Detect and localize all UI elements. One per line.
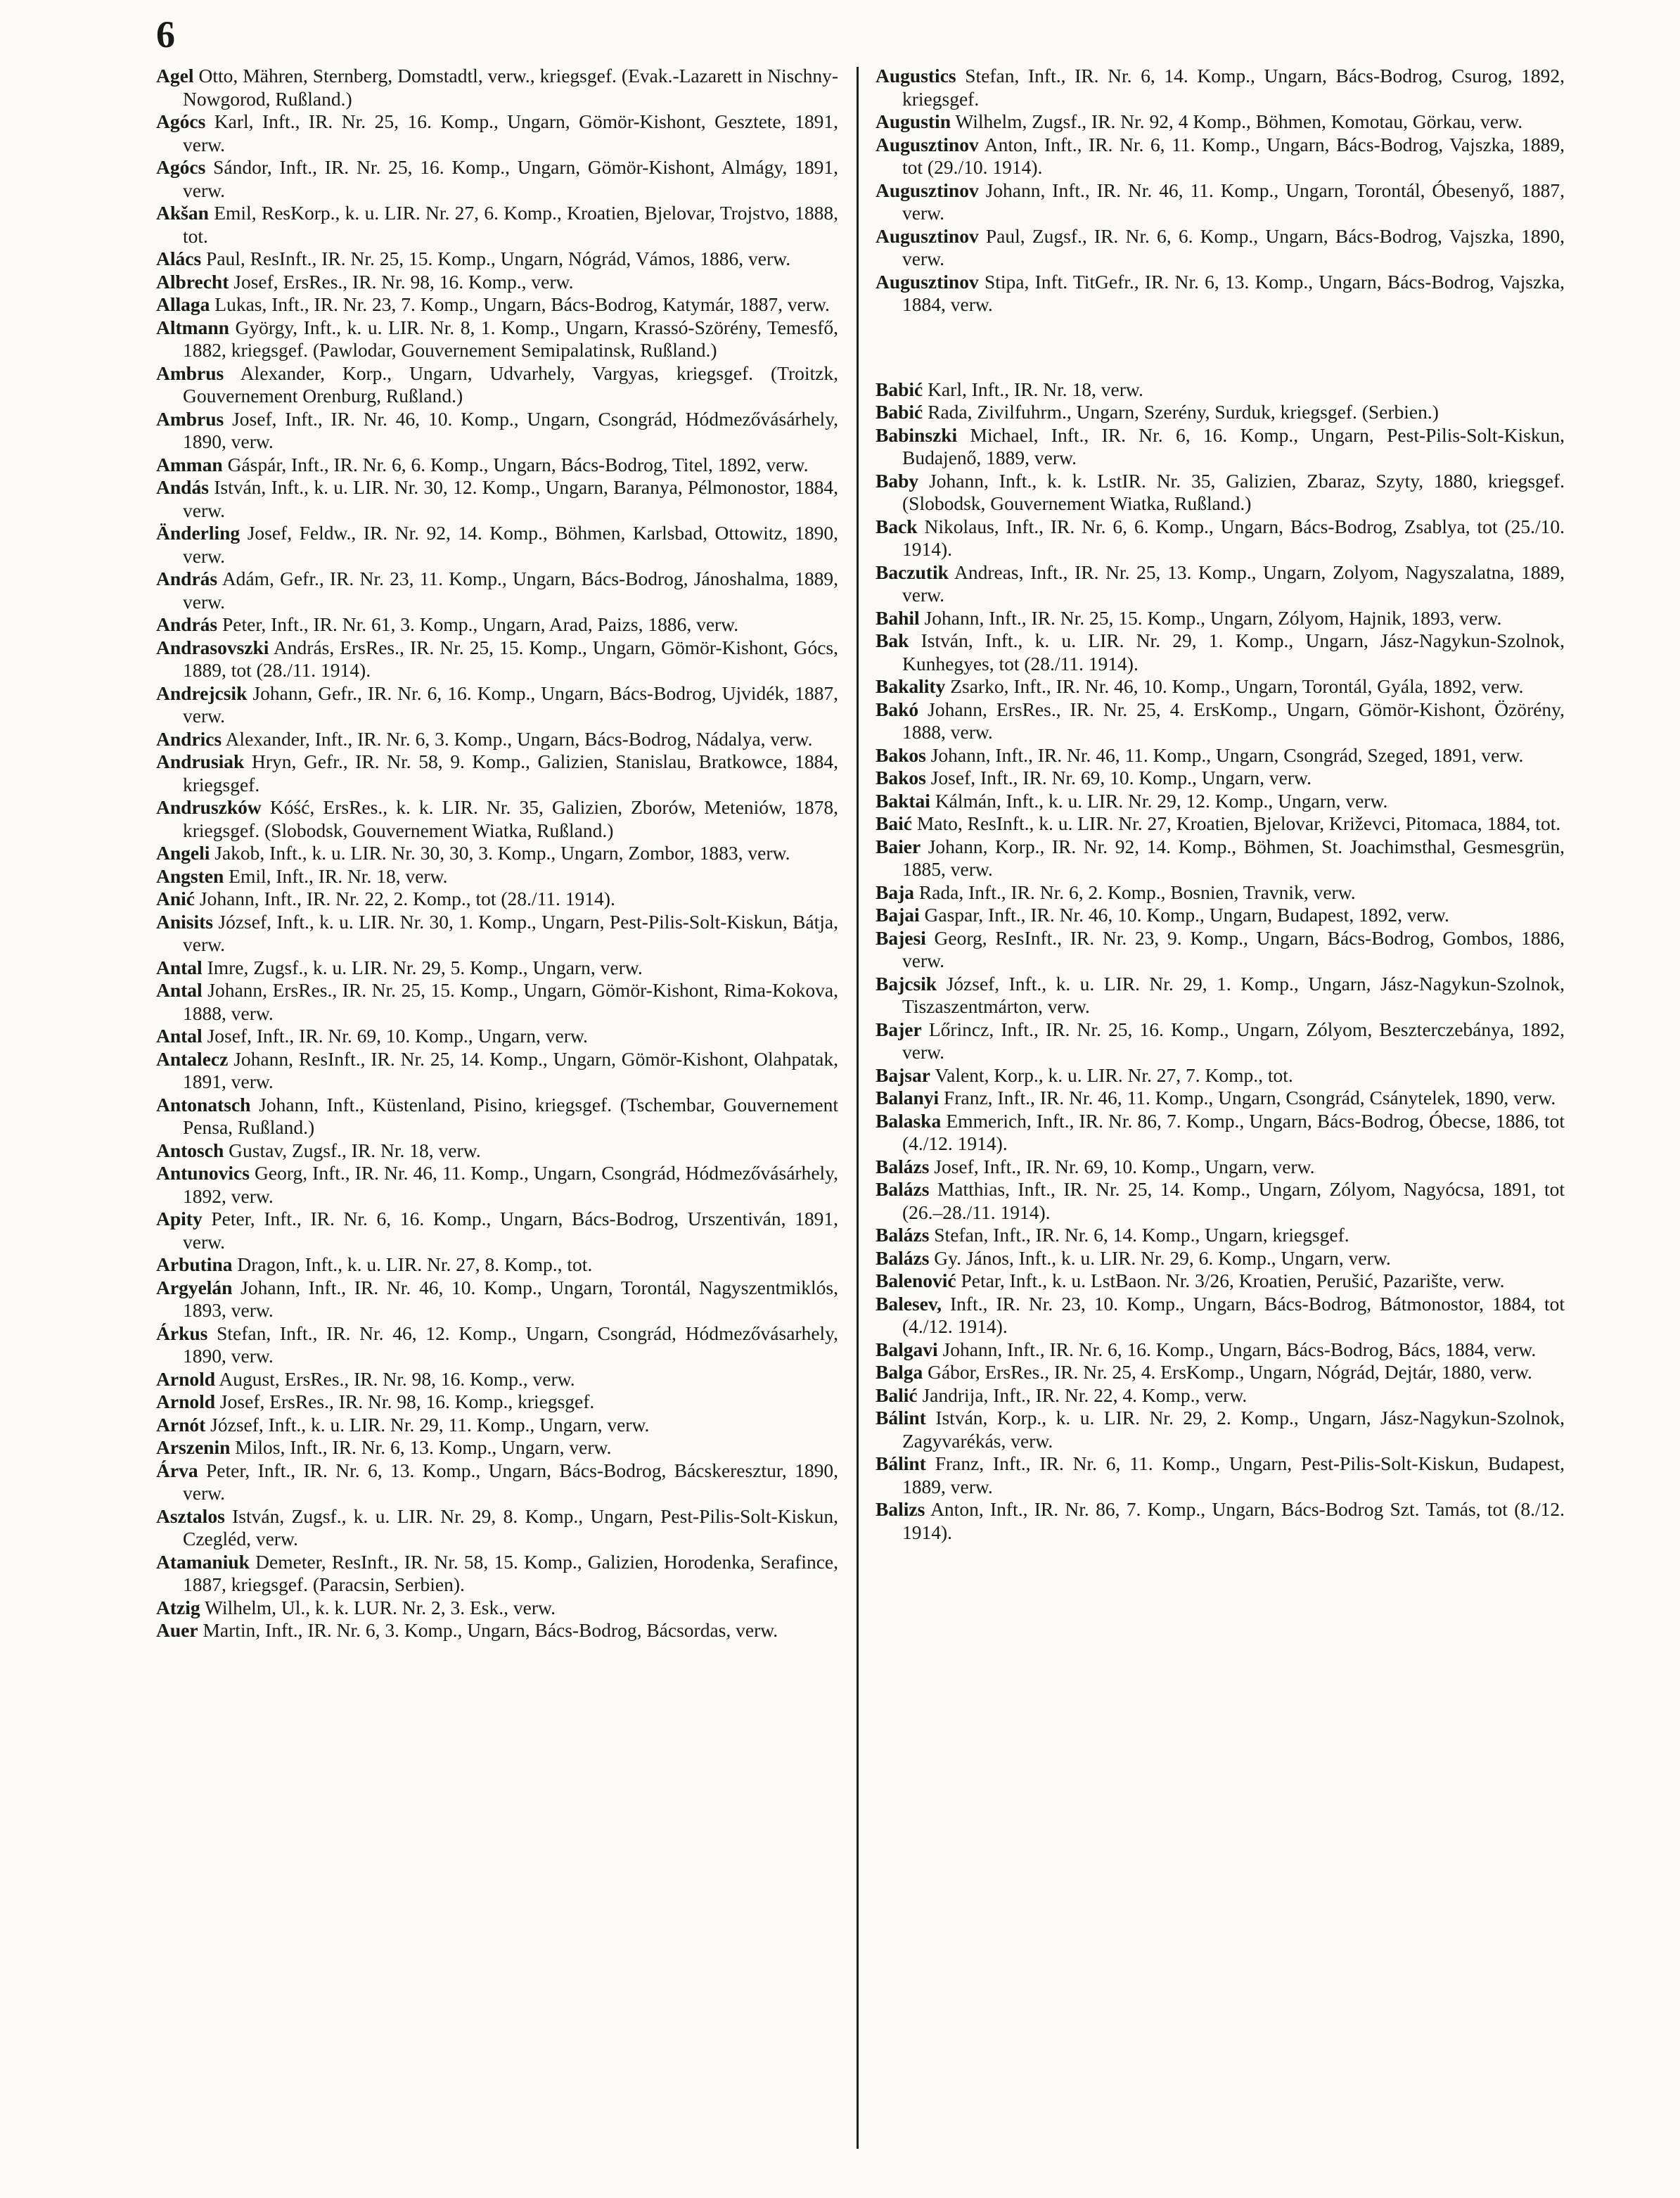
entry-text: Gábor, ErsRes., IR. Nr. 25, 4. ErsKomp., Ungarn, Nógrád, Dejtár, 1880, verw. bbox=[928, 1361, 1532, 1383]
entry-text: Peter, Inft., IR. Nr. 6, 13. Komp., Ungarn, Bács-Bodrog, Bácskeresztur, 1890, verw. bbox=[183, 1459, 839, 1504]
list-item bbox=[156, 271, 838, 294]
entry-name: Baier bbox=[876, 835, 921, 857]
entry-name: Baktai bbox=[876, 789, 930, 812]
list-item bbox=[156, 1253, 838, 1277]
list-item bbox=[156, 454, 838, 477]
entry-text: Gaspar, Inft., IR. Nr. 46, 10. Komp., Ungarn, Budapest, 1892, verw. bbox=[924, 904, 1449, 926]
entry-text: Adám, Gefr., IR. Nr. 23, 11. Komp., Ungarn, Bács-Bodrog, Jánoshalma, 1889, verw. bbox=[183, 568, 839, 613]
entry-text: Alexander, Korp., Ungarn, Udvarhely, Vargyas, kriegsgef. (Troitzk, Gouvernement Orenburg, Rußland.) bbox=[183, 362, 838, 407]
entry-text: Nikolaus, Inft., IR. Nr. 6, 6. Komp., Ungarn, Bács-Bodrog, Zsablya, tot (25./10. 1914). bbox=[902, 515, 1565, 560]
entry-name: Bak bbox=[876, 630, 909, 651]
entry-text: Johann, Gefr., IR. Nr. 6, 16. Komp., Ungarn, Bács-Bodrog, Ujvidék, 1887, verw. bbox=[183, 682, 838, 727]
entry-name: Ambrus bbox=[156, 407, 224, 430]
entry-text: Jakob, Inft., k. u. LIR. Nr. 30, 30, 3. Komp., Ungarn, Zombor, 1883, verw. bbox=[214, 842, 790, 864]
entry-text: Lukas, Inft., IR. Nr. 23, 7. Komp., Ungarn, Bács-Bodrog, Katymár, 1887, verw. bbox=[214, 293, 830, 315]
list-item bbox=[156, 1139, 838, 1163]
list-item bbox=[156, 293, 838, 317]
entry-name: Amman bbox=[156, 453, 223, 475]
list-item bbox=[156, 1505, 838, 1551]
entry-text: Johann, Korp., IR. Nr. 92, 14. Komp., Böhmen, St. Joachimsthal, Gesmesgrün, 1885, verw. bbox=[902, 835, 1565, 880]
entry-name: Balázs bbox=[876, 1246, 930, 1269]
entry-text: Peter, Inft., IR. Nr. 6, 16. Komp., Ungarn, Bács-Bodrog, Urszentiván, 1891, verw. bbox=[183, 1208, 838, 1253]
list-item bbox=[876, 927, 1565, 973]
list-item bbox=[156, 750, 838, 796]
entry-text: Matthias, Inft., IR. Nr. 25, 14. Komp., Ungarn, Zólyom, Nagyócsa, 1891, tot (26.–28./11. 1914). bbox=[902, 1178, 1565, 1223]
entry-text: Josef, Feldw., IR. Nr. 92, 14. Komp., Böhmen, Karlsbad, Ottowitz, 1890, verw. bbox=[183, 522, 838, 567]
entry-name: Andruszków bbox=[156, 796, 262, 818]
entry-text: Johann, ResInft., IR. Nr. 25, 14. Komp., Ungarn, Gömör-Kishont, Olahpatak, 1891, verw. bbox=[183, 1047, 839, 1092]
list-item bbox=[876, 271, 1565, 317]
entry-name: Árva bbox=[156, 1459, 198, 1481]
entry-name: András bbox=[156, 613, 218, 635]
list-item bbox=[156, 911, 838, 957]
list-item bbox=[876, 1270, 1565, 1293]
entry-text: Josef, Inft., IR. Nr. 69, 10. Komp., Ungarn, verw. bbox=[934, 1155, 1315, 1177]
list-item bbox=[156, 1277, 838, 1322]
entry-text: Wilhelm, Ul., k. k. LUR. Nr. 2, 3. Esk., verw. bbox=[205, 1596, 556, 1618]
entry-name: Augusztinov bbox=[876, 224, 979, 247]
list-item bbox=[156, 613, 838, 637]
entry-name: Bálint bbox=[876, 1407, 926, 1429]
entry-text: Karl, Inft., IR. Nr. 25, 16. Komp., Ungarn, Gömör-Kishont, Gesztete, 1891, verw. bbox=[183, 110, 838, 155]
entry-text: Paul, ResInft., IR. Nr. 25, 15. Komp., Ungarn, Nógrád, Vámos, 1886, verw. bbox=[206, 248, 791, 269]
entry-name: Balázs bbox=[876, 1178, 930, 1200]
list-item bbox=[876, 1087, 1565, 1110]
entry-text: József, Inft., k. u. LIR. Nr. 29, 1. Komp., Ungarn, Jász-Nagykun-Szolnok, Tiszaszentmárton, verw. bbox=[902, 972, 1565, 1017]
entry-name: Agócs bbox=[156, 110, 206, 132]
entry-name: Balić bbox=[876, 1384, 918, 1406]
list-item bbox=[156, 1597, 838, 1620]
list-item bbox=[876, 1064, 1565, 1087]
list-item bbox=[156, 1048, 838, 1094]
list-item bbox=[156, 1551, 838, 1597]
list-item bbox=[876, 1384, 1565, 1407]
entry-text: Johann, Inft., IR. Nr. 22, 2. Komp., tot (28./11. 1914). bbox=[199, 888, 615, 909]
entry-text: Johann, Inft., IR. Nr. 6, 16. Komp., Ungarn, Bács-Bodrog, Bács, 1884, verw. bbox=[942, 1338, 1537, 1360]
list-item bbox=[156, 1414, 838, 1437]
list-item bbox=[156, 202, 838, 248]
entry-text: Franz, Inft., IR. Nr. 46, 11. Komp., Ungarn, Csongrád, Csánytelek, 1890, verw. bbox=[944, 1087, 1556, 1108]
list-item bbox=[156, 476, 838, 522]
list-item bbox=[156, 1368, 838, 1391]
entry-name: Arnold bbox=[156, 1391, 216, 1412]
entry-text: Rada, Zivilfuhrm., Ungarn, Szerény, Surduk, kriegsgef. (Serbien.) bbox=[928, 401, 1439, 423]
entry-text: Karl, Inft., IR. Nr. 18, verw. bbox=[928, 378, 1143, 400]
list-item bbox=[156, 362, 838, 408]
list-item bbox=[156, 1094, 838, 1139]
list-item bbox=[876, 1407, 1565, 1452]
entry-text: Imre, Zugsf., k. u. LIR. Nr. 29, 5. Komp., Ungarn, verw. bbox=[207, 956, 643, 978]
entry-name: Andrics bbox=[156, 727, 222, 750]
entry-name: Angsten bbox=[156, 864, 224, 887]
entry-name: Bálint bbox=[876, 1452, 926, 1474]
section-gap bbox=[876, 317, 1565, 378]
list-item bbox=[876, 134, 1565, 179]
entry-name: Back bbox=[876, 515, 918, 537]
list-item bbox=[876, 836, 1565, 881]
entry-name: Balgavi bbox=[876, 1338, 938, 1360]
list-item bbox=[156, 317, 838, 362]
entry-name: Bahil bbox=[876, 606, 920, 629]
list-item bbox=[876, 744, 1565, 767]
entry-text: Gy. János, Inft., k. u. LIR. Nr. 29, 6. Komp., Ungarn, verw. bbox=[934, 1246, 1391, 1269]
entry-name: Antosch bbox=[156, 1139, 224, 1161]
entry-text: Stefan, Inft., IR. Nr. 6, 14. Komp., Ungarn, kriegsgef. bbox=[934, 1224, 1349, 1246]
entry-text: August, ErsRes., IR. Nr. 98, 16. Komp., verw. bbox=[219, 1367, 575, 1390]
entry-text: Andreas, Inft., IR. Nr. 25, 13. Komp., Ungarn, Zolyom, Nagyszalatna, 1889, verw. bbox=[902, 561, 1565, 606]
entry-text: Johann, ErsRes., IR. Nr. 25, 15. Komp., Ungarn, Gömör-Kishont, Rima-Kokova, 1888, verw. bbox=[183, 979, 839, 1024]
entry-text: Rada, Inft., IR. Nr. 6, 2. Komp., Bosnien, Travnik, verw. bbox=[918, 881, 1356, 903]
list-item bbox=[876, 424, 1565, 470]
entry-text: Wilhelm, Zugsf., IR. Nr. 92, 4 Komp., Böhmen, Komotau, Görkau, verw. bbox=[955, 110, 1523, 132]
entry-name: Bajai bbox=[876, 904, 920, 926]
entry-name: Albrecht bbox=[156, 270, 229, 293]
entry-text: Johann, Inft., IR. Nr. 46, 10. Komp., Ungarn, Torontál, Nagyszentmiklós, 1893, verw. bbox=[183, 1276, 838, 1321]
entry-name: Bajsar bbox=[876, 1063, 930, 1086]
entry-text: Emil, Inft., IR. Nr. 18, verw. bbox=[229, 864, 448, 887]
entry-name: Bakos bbox=[876, 743, 926, 766]
list-item bbox=[156, 682, 838, 728]
entry-text: Franz, Inft., IR. Nr. 6, 11. Komp., Ungarn, Pest-Pilis-Solt-Kiskun, Budapest, 1889, verw. bbox=[902, 1452, 1565, 1497]
list-item bbox=[156, 1208, 838, 1253]
list-item bbox=[156, 842, 838, 865]
left-column bbox=[156, 65, 838, 1642]
entry-name: Angeli bbox=[156, 842, 210, 864]
list-item bbox=[156, 979, 838, 1025]
entry-name: Asztalos bbox=[156, 1504, 225, 1527]
entry-name: Babić bbox=[876, 401, 923, 423]
entry-name: Balesev, bbox=[876, 1292, 942, 1315]
list-item bbox=[876, 675, 1565, 698]
entry-name: Bajcsik bbox=[876, 972, 937, 995]
entry-text: Josef, ErsRes., IR. Nr. 98, 16. Komp., kriegsgef. bbox=[219, 1391, 595, 1412]
list-item bbox=[876, 904, 1565, 927]
entry-name: Bakó bbox=[876, 698, 919, 720]
entry-name: Anić bbox=[156, 888, 195, 909]
list-item bbox=[876, 881, 1565, 905]
list-item bbox=[156, 728, 838, 751]
entry-text: Josef, Inft., IR. Nr. 69, 10. Komp., Ungarn, verw. bbox=[207, 1025, 588, 1047]
entry-text: Otto, Mähren, Sternberg, Domstadtl, verw., kriegsgef. (Evak.-Lazarett in Nischny-Nowgorod, Rußland.) bbox=[183, 65, 839, 110]
list-item bbox=[876, 516, 1565, 561]
entry-text: Sándor, Inft., IR. Nr. 25, 16. Komp., Ungarn, Gömör-Kishont, Almágy, 1891, verw. bbox=[183, 156, 839, 201]
entry-text: Georg, Inft., IR. Nr. 46, 11. Komp., Ungarn, Csongrád, Hódmezővásárhely, 1892, verw. bbox=[183, 1162, 839, 1207]
entry-text: Emmerich, Inft., IR. Nr. 86, 7. Komp., Ungarn, Bács-Bodrog, Óbecse, 1886, tot (4./12. 1914). bbox=[902, 1109, 1565, 1154]
list-item bbox=[876, 1338, 1565, 1362]
list-item bbox=[156, 796, 838, 842]
right-column-section-a bbox=[876, 65, 1565, 317]
entry-text: Stipa, Inft. TitGefr., IR. Nr. 6, 13. Komp., Ungarn, Bács-Bodrog, Vajszka, 1884, verw. bbox=[902, 270, 1565, 315]
right-column-section-b bbox=[876, 378, 1565, 1545]
entry-text: Johann, Inft., IR. Nr. 46, 11. Komp., Ungarn, Csongrád, Szeged, 1891, verw. bbox=[930, 743, 1524, 766]
entry-name: Balaska bbox=[876, 1109, 942, 1132]
list-item bbox=[876, 179, 1565, 225]
entry-text: Hryn, Gefr., IR. Nr. 58, 9. Komp., Galizien, Stanislau, Bratkowce, 1884, kriegsgef. bbox=[183, 750, 838, 796]
list-item bbox=[156, 248, 838, 271]
entry-text: István, Korp., k. u. LIR. Nr. 29, 2. Komp., Ungarn, Jász-Nagykun-Szolnok, Zagyvarékás, verw. bbox=[902, 1407, 1565, 1452]
entry-name: Alács bbox=[156, 248, 202, 269]
entry-text: Johann, Inft., IR. Nr. 46, 11. Komp., Ungarn, Torontál, Óbesenyő, 1887, verw. bbox=[902, 179, 1565, 224]
entry-name: Balanyi bbox=[876, 1087, 940, 1108]
list-item bbox=[876, 1224, 1565, 1247]
entry-name: Balga bbox=[876, 1361, 923, 1383]
list-item bbox=[876, 1498, 1565, 1544]
list-item bbox=[156, 888, 838, 911]
entry-text: Mato, ResInft., k. u. LIR. Nr. 27, Kroatien, Bjelovar, Križevci, Pitomaca, 1884, tot. bbox=[916, 812, 1561, 834]
list-item bbox=[876, 973, 1565, 1018]
list-item bbox=[156, 65, 838, 110]
list-item bbox=[156, 568, 838, 613]
entry-name: Antonatsch bbox=[156, 1093, 251, 1116]
list-item bbox=[156, 1619, 838, 1642]
list-item bbox=[876, 1178, 1565, 1224]
entry-name: Bajer bbox=[876, 1018, 922, 1040]
entry-text: Josef, ErsRes., IR. Nr. 98, 16. Komp., verw. bbox=[233, 270, 574, 293]
entry-text: Josef, Inft., IR. Nr. 69, 10. Komp., Ungarn, verw. bbox=[930, 767, 1312, 788]
entry-text: Inft., IR. Nr. 23, 10. Komp., Ungarn, Bács-Bodrog, Bátmonostor, 1884, tot (4./12. 1914). bbox=[902, 1292, 1565, 1337]
list-item bbox=[876, 767, 1565, 790]
entry-name: Antunovics bbox=[156, 1162, 250, 1184]
list-item bbox=[876, 225, 1565, 271]
entry-name: Andrusiak bbox=[156, 750, 245, 772]
list-item bbox=[156, 522, 838, 568]
list-item bbox=[876, 698, 1565, 744]
entry-text: Johann, Inft., Küstenland, Pisino, kriegsgef. (Tschembar, Gouvernement Pensa, Rußland.) bbox=[183, 1093, 839, 1138]
right-column bbox=[876, 65, 1565, 1544]
entry-name: Babić bbox=[876, 378, 923, 400]
list-item bbox=[156, 1162, 838, 1208]
entry-name: Baby bbox=[876, 469, 919, 492]
page-number: 6 bbox=[156, 13, 175, 56]
entry-text: Johann, Inft., IR. Nr. 25, 15. Komp., Ungarn, Zólyom, Hajnik, 1893, verw. bbox=[924, 606, 1502, 629]
list-item bbox=[876, 110, 1565, 134]
list-item bbox=[876, 561, 1565, 607]
entry-text: Milos, Inft., IR. Nr. 6, 13. Komp., Ungarn, verw. bbox=[235, 1436, 612, 1458]
entry-text: Gustav, Zugsf., IR. Nr. 18, verw. bbox=[229, 1139, 481, 1161]
entry-text: István, Inft., k. u. LIR. Nr. 30, 12. Komp., Ungarn, Baranya, Pélmonostor, 1884, verw. bbox=[183, 476, 839, 521]
entry-name: Andrejcsik bbox=[156, 682, 248, 704]
entry-name: Altmann bbox=[156, 316, 229, 338]
list-item bbox=[156, 1322, 838, 1368]
entry-text: Peter, Inft., IR. Nr. 61, 3. Komp., Ungarn, Arad, Paizs, 1886, verw. bbox=[222, 613, 739, 635]
entry-text: Gáspár, Inft., IR. Nr. 6, 6. Komp., Ungarn, Bács-Bodrog, Titel, 1892, verw. bbox=[227, 453, 809, 475]
entry-text: Johann, ErsRes., IR. Nr. 25, 4. ErsKomp., Ungarn, Gömör-Kishont, Özörény, 1888, verw. bbox=[902, 698, 1565, 743]
entry-name: Balenović bbox=[876, 1270, 956, 1291]
entry-text: Valent, Korp., k. u. LIR. Nr. 27, 7. Komp., tot. bbox=[935, 1063, 1293, 1086]
list-item bbox=[156, 957, 838, 980]
entry-text: Emil, ResKorp., k. u. LIR. Nr. 27, 6. Komp., Kroatien, Bjelovar, Trojstvo, 1888, tot. bbox=[183, 202, 839, 247]
list-item bbox=[156, 1025, 838, 1048]
entry-text: Kóść, ErsRes., k. k. LIR. Nr. 35, Galizien, Zborów, Meteniów, 1878, kriegsgef. (Slobodsk, Gouvernement Wiatka, Rußland.) bbox=[183, 796, 838, 841]
list-item bbox=[876, 401, 1565, 424]
entry-name: Balázs bbox=[876, 1224, 930, 1246]
list-item bbox=[156, 110, 838, 156]
list-item bbox=[876, 607, 1565, 630]
entry-name: Arszenin bbox=[156, 1436, 231, 1458]
list-item bbox=[156, 637, 838, 682]
entry-name: Bakos bbox=[876, 767, 926, 788]
entry-name: Atamaniuk bbox=[156, 1550, 250, 1573]
entry-name: Árkus bbox=[156, 1322, 208, 1344]
list-item bbox=[156, 156, 838, 202]
entry-text: Jandrija, Inft., IR. Nr. 22, 4. Komp., verw. bbox=[922, 1384, 1248, 1406]
entry-name: Baić bbox=[876, 812, 912, 834]
entry-name: Augusztinov bbox=[876, 179, 979, 201]
entry-name: Baja bbox=[876, 881, 914, 903]
entry-text: József, Inft., k. u. LIR. Nr. 30, 1. Komp., Ungarn, Pest-Pilis-Solt-Kiskun, Bátja, verw. bbox=[183, 910, 838, 955]
entry-text: Georg, ResInft., IR. Nr. 23, 9. Komp., Ungarn, Bács-Bodrog, Gombos, 1886, verw. bbox=[902, 926, 1565, 971]
entry-text: Stefan, Inft., IR. Nr. 46, 12. Komp., Ungarn, Csongrád, Hódmezővásarhely, 1890, verw. bbox=[183, 1322, 839, 1367]
entry-name: Agel bbox=[156, 65, 194, 87]
entry-name: Arnold bbox=[156, 1367, 216, 1390]
entry-name: Bajesi bbox=[876, 926, 926, 949]
entry-name: Atzig bbox=[156, 1596, 200, 1618]
list-item bbox=[876, 1361, 1565, 1384]
entry-name: Augusztinov bbox=[876, 270, 979, 293]
entry-text: Kálmán, Inft., k. u. LIR. Nr. 29, 12. Komp., Ungarn, verw. bbox=[935, 789, 1388, 812]
entry-text: József, Inft., k. u. LIR. Nr. 29, 11. Komp., Ungarn, verw. bbox=[210, 1413, 650, 1436]
entry-name: Agócs bbox=[156, 156, 206, 178]
list-item bbox=[876, 630, 1565, 675]
entry-text: György, Inft., k. u. LIR. Nr. 8, 1. Komp., Ungarn, Krassó-Szörény, Temesfő, 1882, kriegsgef. (Pawlodar, Gouvernement Semipalatinsk, Rußland.) bbox=[183, 316, 838, 361]
entry-name: Augustics bbox=[876, 65, 956, 87]
list-item bbox=[156, 1436, 838, 1459]
entry-name: Allaga bbox=[156, 293, 210, 315]
entry-name: Anisits bbox=[156, 910, 213, 933]
entry-name: Auer bbox=[156, 1619, 198, 1641]
entry-name: Bakality bbox=[876, 675, 946, 697]
entry-name: Balizs bbox=[876, 1498, 925, 1520]
entry-text: Stefan, Inft., IR. Nr. 6, 14. Komp., Ungarn, Bács-Bodrog, Csurog, 1892, kriegsgef. bbox=[902, 65, 1565, 110]
list-item bbox=[876, 1110, 1565, 1156]
list-item bbox=[876, 1452, 1565, 1498]
entry-name: András bbox=[156, 568, 218, 589]
entry-text: Petar, Inft., k. u. LstBaon. Nr. 3/26, Kroatien, Perušić, Pazarište, verw. bbox=[961, 1270, 1505, 1291]
entry-name: Augustin bbox=[876, 110, 951, 132]
entry-text: István, Inft., k. u. LIR. Nr. 29, 1. Komp., Ungarn, Jász-Nagykun-Szolnok, Kunhegyes, tot (28./11. 1914). bbox=[902, 630, 1565, 675]
entry-name: Augusztinov bbox=[876, 133, 979, 155]
entry-text: Lőrincz, Inft., IR. Nr. 25, 16. Komp., Ungarn, Zólyom, Beszterczebánya, 1892, verw. bbox=[902, 1018, 1565, 1063]
list-item bbox=[876, 378, 1565, 402]
column-divider bbox=[857, 67, 859, 2149]
entry-name: Andrasovszki bbox=[156, 636, 269, 658]
entry-text: Dragon, Inft., k. u. LIR. Nr. 27, 8. Komp., tot. bbox=[237, 1253, 593, 1275]
entry-name: Argyelán bbox=[156, 1276, 233, 1298]
entry-name: Arnót bbox=[156, 1413, 206, 1436]
entry-name: Ambrus bbox=[156, 362, 224, 384]
entry-name: Arbutina bbox=[156, 1253, 233, 1275]
entry-name: Balázs bbox=[876, 1155, 930, 1177]
list-item bbox=[156, 408, 838, 454]
list-item bbox=[876, 1018, 1565, 1064]
list-item bbox=[156, 1391, 838, 1414]
entry-text: Alexander, Inft., IR. Nr. 6, 3. Komp., Ungarn, Bács-Bodrog, Nádalya, verw. bbox=[225, 727, 813, 750]
entry-name: Antalecz bbox=[156, 1047, 229, 1070]
entry-text: Josef, Inft., IR. Nr. 46, 10. Komp., Ungarn, Csongrád, Hódmezővásárhely, 1890, verw. bbox=[183, 407, 838, 452]
entry-name: Baczutik bbox=[876, 561, 949, 583]
entry-text: András, ErsRes., IR. Nr. 25, 15. Komp., Ungarn, Gömör-Kishont, Gócs, 1889, tot (28./11. 1914). bbox=[183, 636, 839, 681]
entry-text: Zsarko, Inft., IR. Nr. 46, 10. Komp., Ungarn, Torontál, Gyála, 1892, verw. bbox=[950, 675, 1524, 697]
entry-text: István, Zugsf., k. u. LIR. Nr. 29, 8. Komp., Ungarn, Pest-Pilis-Solt-Kiskun, Czegléd, verw. bbox=[183, 1504, 838, 1550]
entry-name: Antal bbox=[156, 956, 203, 978]
entry-name: Akšan bbox=[156, 202, 209, 224]
list-item bbox=[876, 1247, 1565, 1270]
entry-text: Johann, Inft., k. k. LstIR. Nr. 35, Galizien, Zbaraz, Szyty, 1880, kriegsgef. (Slobodsk, Gouvernement Wiatka, Rußland.) bbox=[902, 469, 1565, 514]
list-item bbox=[876, 65, 1565, 110]
entry-text: Anton, Inft., IR. Nr. 86, 7. Komp., Ungarn, Bács-Bodrog Szt. Tamás, tot (8./12. 1914). bbox=[902, 1498, 1565, 1543]
list-item bbox=[876, 790, 1565, 813]
entry-text: Martin, Inft., IR. Nr. 6, 3. Komp., Ungarn, Bács-Bodrog, Bácsordas, verw. bbox=[203, 1619, 778, 1641]
entry-text: Paul, Zugsf., IR. Nr. 6, 6. Komp., Ungarn, Bács-Bodrog, Vajszka, 1890, verw. bbox=[902, 224, 1565, 269]
entry-text: Anton, Inft., IR. Nr. 6, 11. Komp., Ungarn, Bács-Bodrog, Vajszka, 1889, tot (29./10. 1914). bbox=[902, 133, 1565, 178]
list-item bbox=[876, 1156, 1565, 1179]
entry-name: Andás bbox=[156, 476, 209, 498]
list-item bbox=[156, 1459, 838, 1505]
list-item bbox=[876, 812, 1565, 836]
list-item bbox=[156, 865, 838, 888]
entry-text: Demeter, ResInft., IR. Nr. 58, 15. Komp., Galizien, Horodenka, Serafince, 1887, kriegsgef. (Paracsin, Serbien). bbox=[183, 1550, 839, 1595]
entry-name: Änderling bbox=[156, 522, 241, 544]
list-item bbox=[876, 1293, 1565, 1338]
entry-name: Antal bbox=[156, 979, 203, 1001]
entry-name: Apity bbox=[156, 1208, 203, 1229]
entry-name: Antal bbox=[156, 1025, 203, 1047]
list-item bbox=[876, 470, 1565, 516]
entry-text: Michael, Inft., IR. Nr. 6, 16. Komp., Ungarn, Pest-Pilis-Solt-Kiskun, Budajenő, 1889, verw. bbox=[902, 423, 1565, 468]
entry-name: Babinszki bbox=[876, 423, 958, 446]
